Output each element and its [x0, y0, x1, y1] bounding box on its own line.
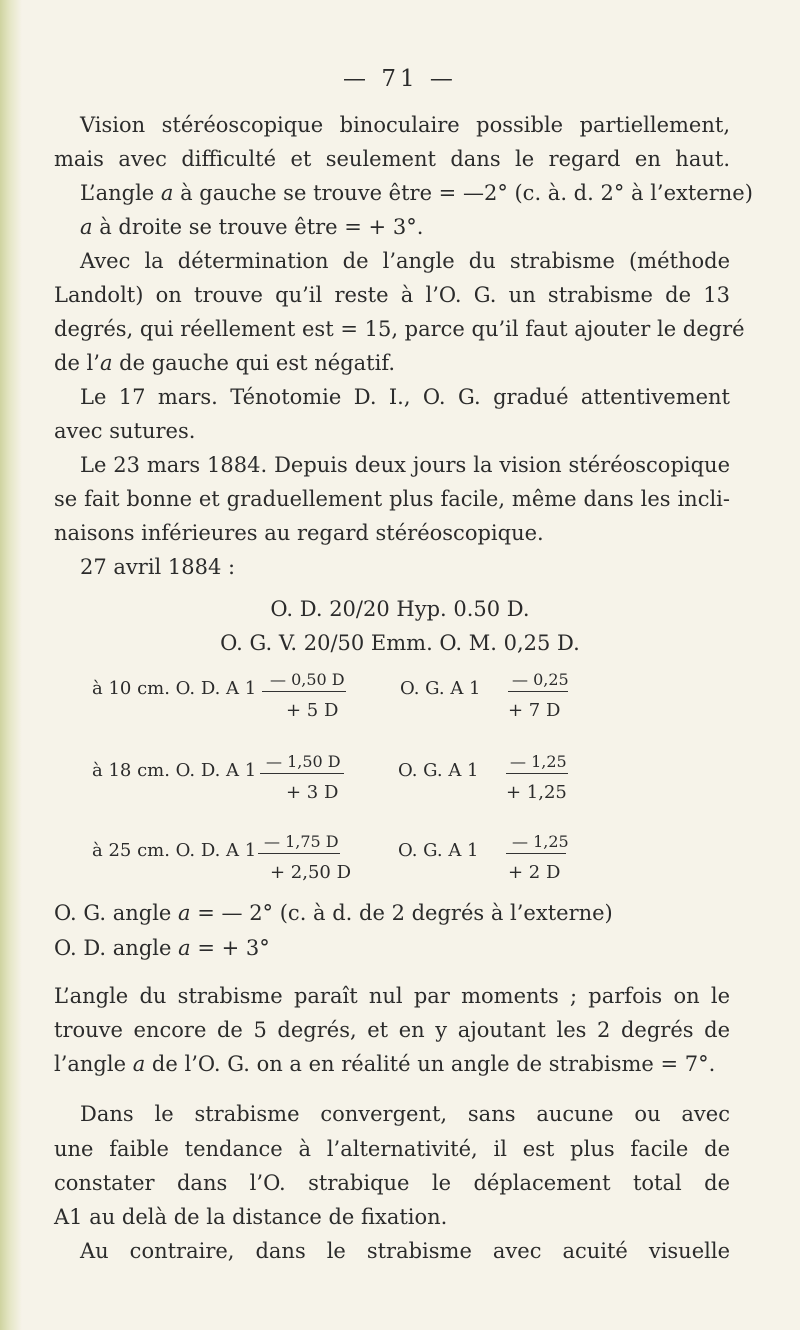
text-line: une faible tendance à l’alternativité, il est plus facile de — [54, 1137, 730, 1161]
text-line: a à droite se trouve être = + 3°. — [80, 215, 424, 239]
fraction-numerator: — 1,75 D — [264, 832, 339, 851]
angle-og-line: O. G. angle a = — 2° (c. à d. de 2 degrés à l’externe) — [54, 901, 613, 925]
measure-label-od: à 25 cm. O. D. A 1 — [92, 840, 257, 861]
text-line: naisons inférieures au regard stéréoscopique. — [54, 521, 544, 545]
refraction-og: O. G. V. 20/50 Emm. O. M. 0,25 D. — [220, 631, 580, 655]
text-line: Le 23 mars 1884. Depuis deux jours la vision stéréoscopique — [80, 453, 730, 477]
measure-label-og: O. G. A 1 — [400, 678, 481, 699]
fraction-numerator: — 1,25 — [512, 832, 569, 851]
fraction-bar — [258, 853, 340, 854]
text-line: Le 17 mars. Ténotomie D. I., O. G. gradué attentivement — [80, 385, 730, 409]
fraction-bar — [260, 773, 344, 774]
angle-a-symbol: a — [132, 1052, 146, 1076]
text-line: L’angle a à gauche se trouve être = —2° (c. à. d. 2° à l’externe) — [80, 181, 753, 205]
text-line: de l’a de gauche qui est négatif. — [54, 351, 396, 375]
fraction-denominator: + 1,25 — [506, 782, 567, 803]
fraction-bar — [506, 853, 566, 854]
text-line: L’angle du strabisme paraît nul par moments ; parfois on le — [54, 984, 730, 1008]
fraction-numerator: — 0,50 D — [270, 670, 345, 689]
fraction-bar — [506, 773, 568, 774]
fraction-numerator: — 1,50 D — [266, 752, 341, 771]
angle-a-symbol: a — [178, 901, 191, 925]
page-number: — 71 — — [343, 66, 457, 92]
text-line: degrés, qui réellement est = 15, parce qu’il faut ajouter le degré — [54, 317, 745, 341]
text-line: Vision stéréoscopique binoculaire possible partiellement, — [80, 113, 730, 137]
text-line: se fait bonne et graduellement plus facile, même dans les incli- — [54, 487, 730, 511]
fraction-bar — [508, 691, 568, 692]
text-line: trouve encore de 5 degrés, et en y ajoutant les 2 degrés de — [54, 1018, 730, 1042]
angle-a-symbol: a — [80, 215, 93, 239]
text-line: Avec la détermination de l’angle du strabisme (méthode — [80, 249, 730, 273]
fraction-numerator: — 1,25 — [510, 752, 567, 771]
angle-a-symbol: a — [160, 181, 174, 205]
angle-a-symbol: a — [99, 351, 113, 375]
fraction-denominator: + 3 D — [286, 782, 339, 803]
measure-label-og: O. G. A 1 — [398, 840, 479, 861]
text-line: A1 au delà de la distance de fixation. — [54, 1205, 448, 1229]
fraction-numerator: — 0,25 — [512, 670, 569, 689]
text-line: Au contraire, dans le strabisme avec acuité visuelle — [80, 1239, 730, 1263]
text-line: constater dans l’O. strabique le déplacement total de — [54, 1171, 730, 1195]
text-line: mais avec difficulté et seulement dans le regard en haut. — [54, 147, 730, 171]
measure-label-od: à 10 cm. O. D. A 1 — [92, 678, 257, 699]
text-line: avec sutures. — [54, 419, 196, 443]
fraction-denominator: + 2,50 D — [270, 862, 352, 883]
text-line: Dans le strabisme convergent, sans aucune ou avec — [80, 1102, 730, 1126]
refraction-od: O. D. 20/20 Hyp. 0.50 D. — [270, 597, 530, 621]
fraction-denominator: + 7 D — [508, 700, 561, 721]
text-line: l’angle a de l’O. G. on a en réalité un angle de strabisme = 7°. — [54, 1052, 716, 1076]
fraction-bar — [262, 691, 346, 692]
angle-od-line: O. D. angle a = + 3° — [54, 936, 270, 960]
text-line: 27 avril 1884 : — [80, 555, 236, 579]
text-line: Landolt) on trouve qu’il reste à l’O. G. un strabisme de 13 — [54, 283, 730, 307]
angle-a-symbol: a — [178, 936, 191, 960]
fraction-denominator: + 5 D — [286, 700, 339, 721]
measure-label-og: O. G. A 1 — [398, 760, 479, 781]
fraction-denominator: + 2 D — [508, 862, 561, 883]
measure-label-od: à 18 cm. O. D. A 1 — [92, 760, 257, 781]
